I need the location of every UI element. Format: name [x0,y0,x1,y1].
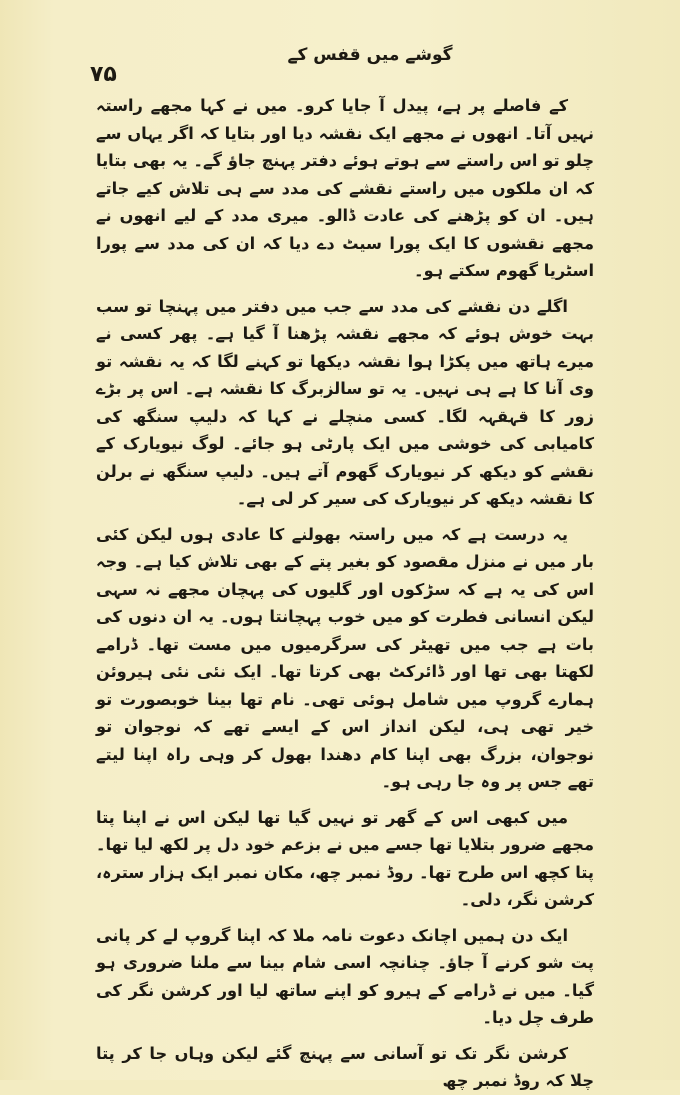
paragraph: میں کبھی اس کے گھر تو نہیں گیا تھا لیکن اس نے اپنا پتا مجھے ضرور بتلایا تھا جسے میں نے بزعم خود دل پر لکھ لیا تھا۔ پتا کچھ اس طرح تھا۔ روڈ نمبر چھ، مکان نمبر ایک ہزار سترہ، کرشن نگر، دلی۔ [96,807,594,909]
paragraph: یہ درست ہے کہ میں راستہ بھولنے کا عادی ہوں لیکن کئی بار میں نے منزل مقصود کو بغیر پتے کے بھی تلاش کیا ہے۔ وجہ اس کی یہ ہے کہ سڑکوں اور گلیوں کی پہچان مجھے نہ سہی لیکن انسانی فطرت کو میں خوب پہچانتا ہوں۔ یہ ان دنوں کی بات ہے جب میں تھیٹر کی سرگرمیوں میں مست تھا۔ ڈرامے لکھتا بھی تھا اور ڈائرکٹ بھی کرتا تھا۔ ایک نئی نئی ہیروئن ہمارے گروپ میں شامل ہوئی تھی۔ نام تھا بینا خوبصورت تو خیر تھی ہی، لیکن انداز اس کے ایسے تھے کہ نوجوان تو نوجوان، بزرگ بھی اپنا کام دھندا بھول کر وہی راہ اپنا لیتے تھے جس پر وہ جا رہی ہو۔ [96,524,594,791]
paragraph: اگلے دن نقشے کی مدد سے جب میں دفتر میں پہنچا تو سب بہت خوش ہوئے کہ مجھے نقشہ پڑھنا آ گیا ہے۔ پھر کسی نے میرے ہاتھ میں پکڑا ہوا نقشہ دیکھا تو کہنے لگا کہ یہ نقشہ تو وی آنا کا ہے ہی نہیں۔ یہ تو سالزبرگ کا نقشہ ہے۔ اس پر بڑے زور کا قہقہہ لگا۔ کسی منچلے نے کہا کہ دلیپ سنگھ کی کامیابی کی خوشی میں ایک پارٹی ہو جائے۔ لوگ نیویارک کے نقشے کو دیکھ کر نیویارک گھوم آتے ہیں۔ دلیپ سنگھ نے برلن کا نقشہ دیکھ کر نیویارک کی سیر کر لی ہے۔ [96,296,594,508]
paragraph: ایک دن ہمیں اچانک دعوت نامہ ملا کہ اپنا گروپ لے کر پانی پت شو کرنے آ جاؤ۔ چنانچہ اسی شام بینا سے ملنا ضروری ہو گیا۔ میں نے ڈرامے کے ہیرو کو اپنے ساتھ لیا اور کرشن نگر کی طرف چل دیا۔ [96,925,594,1027]
page-number: ۷۵ [90,62,117,87]
paragraph: کرشن نگر تک تو آسانی سے پہنچ گئے لیکن وہاں جا کر پتا چلا کہ روڈ نمبر چھ [96,1043,594,1090]
paragraph: کے فاصلے پر ہے، پیدل آ جایا کرو۔ میں نے کہا مجھے راستہ نہیں آتا۔ انھوں نے مجھے ایک نقشہ دیا اور بتایا کہ اگر یہاں سے چلو تو اس راستے سے ہوتے ہوئے دفتر پہنچ جاؤ گے۔ یہ بھی بتایا کہ ان ملکوں میں راستے نقشے کی مدد سے ہی تلاش کیے جاتے ہیں۔ ان کو پڑھنے کی عادت ڈالو۔ میری مدد کے لیے انھوں نے مجھے نقشوں کا ایک پورا سیٹ دے دیا کہ ان کی مدد سے پورا اسٹریا گھوم سکتے ہو۔ [96,96,594,280]
running-header: گوشے میں قفس کے [287,45,453,65]
body-text [96,92,594,1095]
